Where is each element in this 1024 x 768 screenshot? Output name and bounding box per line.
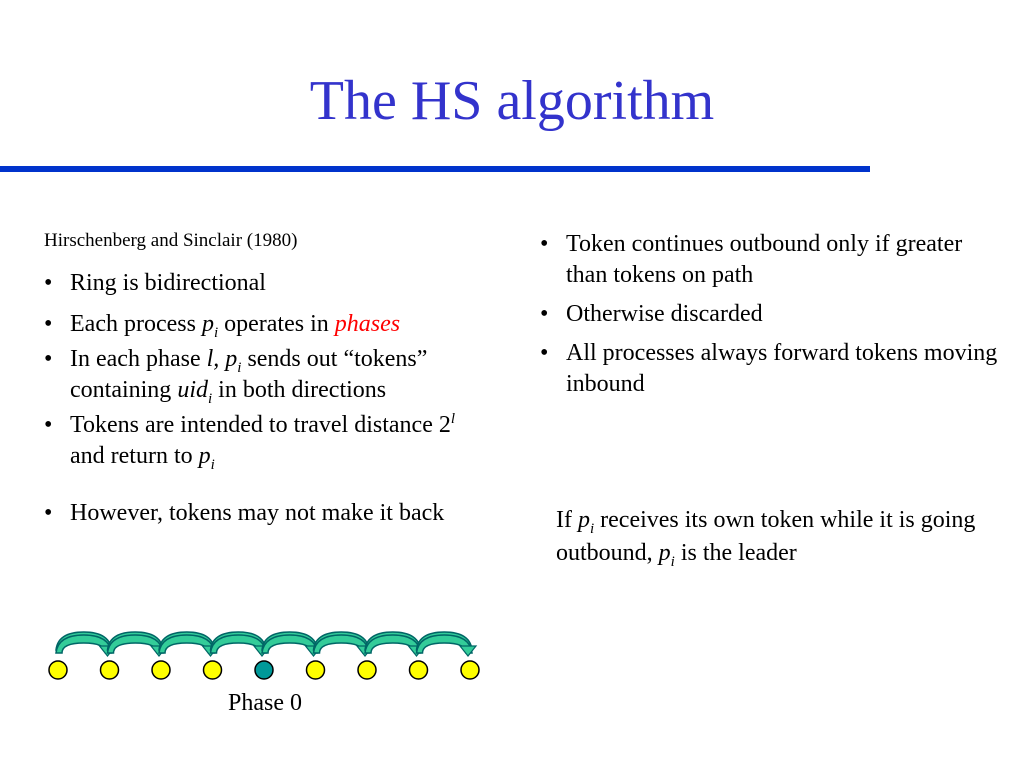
bullet-sends-tokens: • In each phase l, $p_i$ sends out “tokens” containing uid$_i$ in both directions xyxy=(44,346,428,407)
bullet-discarded: • Otherwise discarded xyxy=(540,299,1000,330)
leader-note: If $p_i$ receives its own token while it is going outbound, $p_i$ is the leader xyxy=(556,507,976,570)
process-node xyxy=(152,661,170,679)
bullet-forward-inbound: • All processes always forward tokens moving inbound xyxy=(540,340,998,397)
phase-label: Phase 0 xyxy=(228,690,302,716)
bullet-outbound-rule: • Token continues outbound only if greater than tokens on path xyxy=(540,231,963,288)
bullet-dot: • xyxy=(540,340,549,366)
ring-phase-diagram xyxy=(40,620,490,686)
process-node-initiator xyxy=(255,661,273,679)
bullet-process-phases: • Each process $p_i$ operates in phases xyxy=(44,311,401,341)
bullet-token-distance: • Tokens are intended to travel distance 2$^l$ and return to $p_i$ xyxy=(44,411,456,473)
process-node xyxy=(410,661,428,679)
bullet-dot: • xyxy=(44,311,53,337)
title-rule xyxy=(0,166,870,172)
process-node xyxy=(101,661,119,679)
slide-title: The HS algorithm xyxy=(309,70,715,132)
process-node xyxy=(307,661,325,679)
bullet-ring-bidirectional: • Ring is bidirectional xyxy=(44,268,484,299)
bullet-tokens-may-not-return: • However, tokens may not make it back xyxy=(44,498,484,529)
process-node xyxy=(49,661,67,679)
bullet-dot: • xyxy=(540,231,549,257)
process-node xyxy=(358,661,376,679)
phases-emphasis: phases xyxy=(334,311,401,337)
bullet-dot: • xyxy=(44,412,53,438)
right-bullet-list xyxy=(540,229,1000,408)
bullet-dot: • xyxy=(44,270,53,296)
process-node xyxy=(204,661,222,679)
bullet-dot: • xyxy=(44,346,53,372)
process-node xyxy=(461,661,479,679)
left-bullet-list xyxy=(44,268,484,529)
token-arrowhead xyxy=(460,646,476,656)
bullet-dot: • xyxy=(540,301,549,327)
subtitle-citation: Hirschenberg and Sinclair (1980) xyxy=(44,230,298,251)
bullet-dot: • xyxy=(44,500,53,526)
